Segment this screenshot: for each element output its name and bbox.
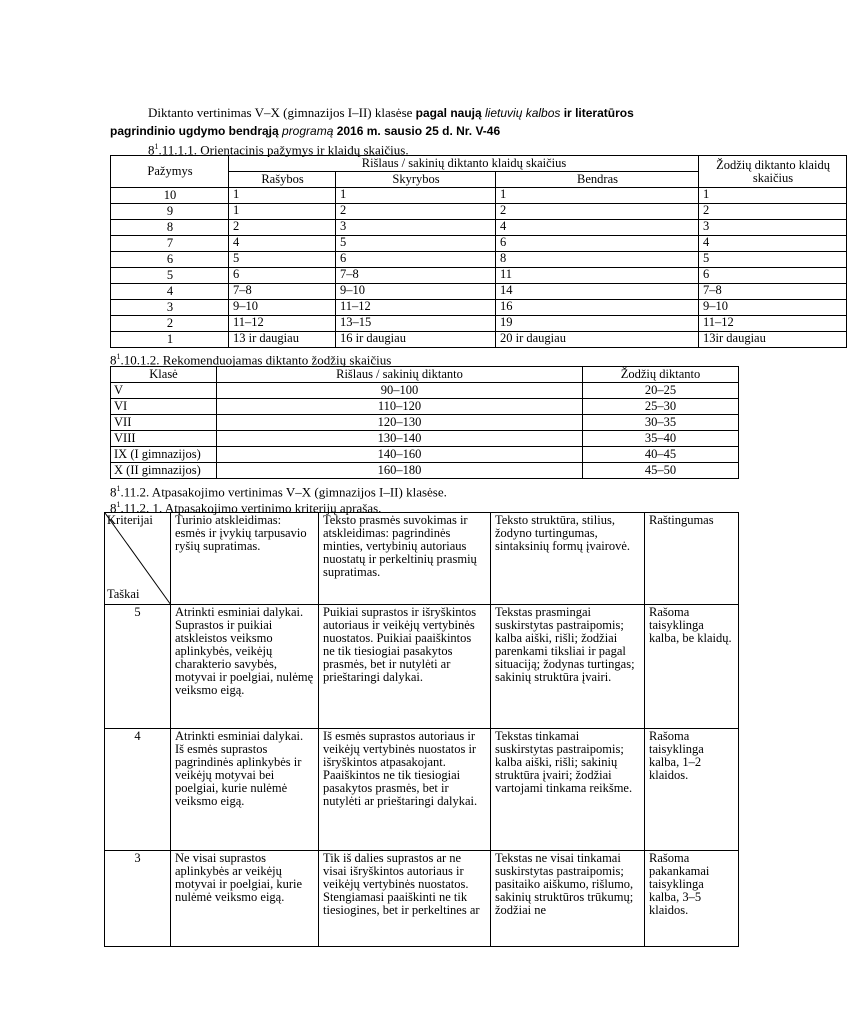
grade-cell: 10 — [111, 188, 229, 204]
total-cell: 6 — [496, 236, 699, 252]
word-errors-cell: 5 — [699, 252, 847, 268]
spelling-cell: 1 — [229, 188, 336, 204]
grade-cell: 4 — [111, 284, 229, 300]
table-row — [111, 431, 739, 447]
heading-number: 8 — [148, 142, 155, 158]
words-cell: 20–25 — [583, 383, 739, 399]
words-cell: 45–50 — [583, 463, 739, 479]
grade-cell: 2 — [111, 316, 229, 332]
table-row — [111, 447, 739, 463]
points-cell: 5 — [105, 605, 171, 729]
table-row — [111, 415, 739, 431]
table-row — [111, 268, 847, 284]
table-row — [111, 316, 847, 332]
word-count-table — [110, 366, 739, 479]
table-header-row — [111, 156, 847, 172]
table-row — [111, 236, 847, 252]
words-cell: 30–35 — [583, 415, 739, 431]
content-cell: Ne visai suprastos aplinkybės ar veikėjų motyvai ir poelgiai, kurie nulėmė veiksmo eigą. — [171, 851, 319, 947]
heading-sup: 1 — [116, 484, 121, 493]
total-cell: 19 — [496, 316, 699, 332]
header-meaning: Teksto prasmės suvokimas ir atskleidimas: pagrindinės minties, vertybinių autoriaus nuostatų ir perkeltinių prasmių supratimas. — [319, 513, 491, 605]
structure-cell: Tekstas tinkamai suskirstytas pastraipomis; kalba aiški, rišli; sakinių struktūra įvairi; žodžiai vartojami tinkama reikšme. — [491, 729, 645, 851]
coherent-cell: 90–100 — [217, 383, 583, 399]
grade-cell: 1 — [111, 332, 229, 348]
total-cell: 4 — [496, 220, 699, 236]
table-header-row — [111, 367, 739, 383]
table-row — [111, 300, 847, 316]
word-errors-cell: 3 — [699, 220, 847, 236]
grade-cell: 9 — [111, 204, 229, 220]
meaning-cell: Tik iš dalies suprastos ar ne visai išryškintos autoriaus ir veikėjų vertybinės nuostatos. Stengiamasi paaiškinti ne tik tiesiogines, bet ir perkeltines ar — [319, 851, 491, 947]
literacy-cell: Rašoma taisyklinga kalba, be klaidų. — [645, 605, 739, 729]
coherent-cell: 130–140 — [217, 431, 583, 447]
header-class: Klasė — [111, 367, 217, 383]
header-criteria-points — [105, 513, 171, 605]
spelling-cell: 4 — [229, 236, 336, 252]
header-punctuation: Skyrybos — [336, 172, 496, 188]
word-errors-cell: 7–8 — [699, 284, 847, 300]
points-cell: 4 — [105, 729, 171, 851]
heading-number: 8 — [110, 484, 117, 500]
header-coherent-errors: Rišlaus / sakinių diktanto klaidų skaičius — [229, 156, 699, 172]
words-cell: 35–40 — [583, 431, 739, 447]
spelling-cell: 5 — [229, 252, 336, 268]
total-cell: 8 — [496, 252, 699, 268]
word-errors-cell: 2 — [699, 204, 847, 220]
heading-word-count — [110, 349, 391, 367]
content-cell: Atrinkti esminiai dalykai. Suprastos ir puikiai atskleistos veiksmo aplinkybės, veikėjų charakterio savybės, motyvai ir poelgiai, nulėmę veiksmo eigą. — [171, 605, 319, 729]
intro-text: pagrindinio ugdymo bendrąją — [110, 124, 283, 138]
table-row — [105, 851, 739, 947]
header-total: Bendras — [496, 172, 699, 188]
header-content: Turinio atskleidimas: esmės ir įvykių tarpusavio ryšių supratimas. — [171, 513, 319, 605]
punctuation-cell: 6 — [336, 252, 496, 268]
table-row — [111, 383, 739, 399]
heading-number: 8 — [110, 352, 117, 368]
punctuation-cell: 16 ir daugiau — [336, 332, 496, 348]
class-cell: X (II gimnazijos) — [111, 463, 217, 479]
punctuation-cell: 5 — [336, 236, 496, 252]
table-row — [111, 463, 739, 479]
class-cell: V — [111, 383, 217, 399]
grade-errors-table — [110, 155, 847, 348]
spelling-cell: 1 — [229, 204, 336, 220]
points-cell: 3 — [105, 851, 171, 947]
punctuation-cell: 11–12 — [336, 300, 496, 316]
header-words: Žodžių diktanto — [583, 367, 739, 383]
header-criteria: Kriterijai — [107, 513, 153, 527]
table-row — [111, 332, 847, 348]
grade-cell: 8 — [111, 220, 229, 236]
table-row — [105, 605, 739, 729]
punctuation-cell: 13–15 — [336, 316, 496, 332]
punctuation-cell: 3 — [336, 220, 496, 236]
heading-text: .11.1.1. Orientacinis pažymys ir klaidų skaičius. — [158, 142, 409, 158]
total-cell: 2 — [496, 204, 699, 220]
class-cell: VI — [111, 399, 217, 415]
table-row — [111, 252, 847, 268]
spelling-cell: 7–8 — [229, 284, 336, 300]
table-row — [105, 729, 739, 851]
table-row — [111, 204, 847, 220]
class-cell: VII — [111, 415, 217, 431]
literacy-cell: Rašoma taisyklinga kalba, 1–2 klaidos. — [645, 729, 739, 851]
header-coherent: Rišlaus / sakinių diktanto — [217, 367, 583, 383]
meaning-cell: Iš esmės suprastos autoriaus ir veikėjų vertybinės nuostatos ir išryškintos atpasakojant. Paaiškintos ne tik tiesiogiai pasakytos prasmės, bet ir nutylėti ar prieštaringi dalykai. — [319, 729, 491, 851]
table-row — [111, 188, 847, 204]
heading-sup: 1 — [154, 142, 159, 151]
heading-number: 8 — [110, 500, 117, 516]
word-errors-cell: 13ir daugiau — [699, 332, 847, 348]
grade-cell: 6 — [111, 252, 229, 268]
grade-cell: 5 — [111, 268, 229, 284]
spelling-cell: 2 — [229, 220, 336, 236]
header-word-errors: Žodžių diktanto klaidų skaičius — [699, 156, 847, 188]
coherent-cell: 160–180 — [217, 463, 583, 479]
word-errors-cell: 11–12 — [699, 316, 847, 332]
heading-sup: 1 — [116, 352, 121, 361]
punctuation-cell: 7–8 — [336, 268, 496, 284]
header-literacy: Raštingumas — [645, 513, 739, 605]
intro-text: programą — [282, 124, 334, 138]
grade-cell: 7 — [111, 236, 229, 252]
literacy-cell: Rašoma pakankamai taisyklinga kalba, 3–5 klaidos. — [645, 851, 739, 947]
total-cell: 20 ir daugiau — [496, 332, 699, 348]
coherent-cell: 120–130 — [217, 415, 583, 431]
header-points: Taškai — [107, 587, 140, 601]
document-intro — [110, 104, 750, 140]
total-cell: 16 — [496, 300, 699, 316]
content-cell: Atrinkti esminiai dalykai. Iš esmės suprastos pagrindinės aplinkybės ir veikėjų motyvai bei poelgiai, kurie nulėmė veiksmo eigą. — [171, 729, 319, 851]
intro-text: ir literatūros — [560, 106, 634, 120]
total-cell: 11 — [496, 268, 699, 284]
class-cell: VIII — [111, 431, 217, 447]
heading-text: .11.2. 1. Atpasakojimo vertinimo kriterijų aprašas. — [120, 500, 382, 516]
words-cell: 25–30 — [583, 399, 739, 415]
heading-text: .10.1.2. Rekomenduojamas diktanto žodžių skaičius — [120, 352, 392, 368]
structure-cell: Tekstas ne visai tinkamai suskirstytas pastraipomis; pasitaiko aiškumo, rišlumo, sakinių struktūros trūkumų; žodžiai ne — [491, 851, 645, 947]
intro-text: lietuvių kalbos — [485, 106, 561, 120]
heading-sup: 1 — [116, 500, 121, 509]
criteria-table — [104, 512, 739, 947]
word-errors-cell: 1 — [699, 188, 847, 204]
total-cell: 14 — [496, 284, 699, 300]
punctuation-cell: 1 — [336, 188, 496, 204]
intro-line-1 — [110, 104, 750, 122]
punctuation-cell: 9–10 — [336, 284, 496, 300]
word-errors-cell: 6 — [699, 268, 847, 284]
spelling-cell: 6 — [229, 268, 336, 284]
total-cell: 1 — [496, 188, 699, 204]
meaning-cell: Puikiai suprastos ir išryškintos autoriaus ir veikėjų vertybinės nuostatos. Puikiai paaiškintos ne tik tiesiogiai pasakytos prasmės, bet ir nutylėti ar prieštaringi dalykai. — [319, 605, 491, 729]
grade-cell: 3 — [111, 300, 229, 316]
header-spelling: Rašybos — [229, 172, 336, 188]
spelling-cell: 11–12 — [229, 316, 336, 332]
intro-text: pagal naują — [415, 106, 486, 120]
heading-text: .11.2. Atpasakojimo vertinimas V–X (gimnazijos I–II) klasėse. — [120, 484, 447, 500]
structure-cell: Tekstas prasmingai suskirstytas pastraipomis; kalba aiški, rišli; žodžiai parenkami tiksliai ir pagal situaciją; žodynas turtingas; sakinių struktūra įvairi. — [491, 605, 645, 729]
header-grade: Pažymys — [111, 156, 229, 188]
table-header-row — [105, 513, 739, 605]
header-structure: Teksto struktūra, stilius, žodyno turtingumas, sintaksinių formų įvairovė. — [491, 513, 645, 605]
words-cell: 40–45 — [583, 447, 739, 463]
spelling-cell: 13 ir daugiau — [229, 332, 336, 348]
word-errors-cell: 4 — [699, 236, 847, 252]
table-row — [111, 220, 847, 236]
intro-text: Diktanto vertinimas V–X (gimnazijos I–II) klasėse — [148, 105, 416, 120]
coherent-cell: 110–120 — [217, 399, 583, 415]
table-row — [111, 399, 739, 415]
punctuation-cell: 2 — [336, 204, 496, 220]
coherent-cell: 140–160 — [217, 447, 583, 463]
spelling-cell: 9–10 — [229, 300, 336, 316]
word-errors-cell: 9–10 — [699, 300, 847, 316]
class-cell: IX (I gimnazijos) — [111, 447, 217, 463]
intro-text: 2016 m. sausio 25 d. Nr. V-46 — [333, 124, 501, 138]
table-row — [111, 284, 847, 300]
intro-line-2 — [110, 122, 750, 140]
